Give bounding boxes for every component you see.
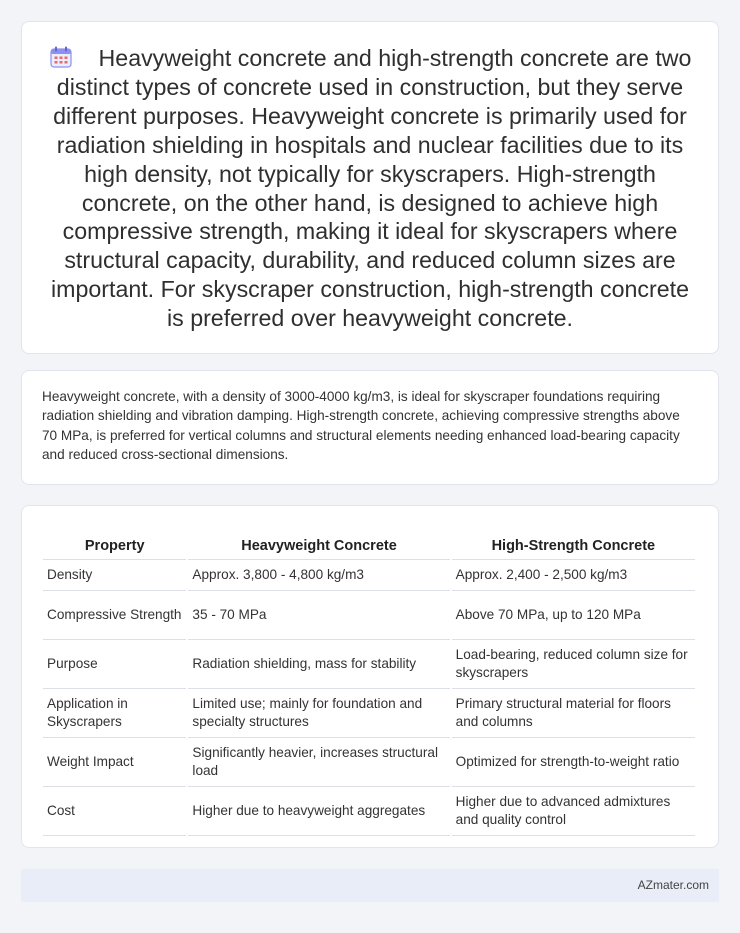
- row-property: Application in Skyscrapers: [43, 689, 186, 738]
- detail-paragraph: Heavyweight concrete, with a density of 3000-4000 kg/m3, is ideal for skyscraper foundations requiring radiation shielding and vibration damping. High-strength concrete, achieving compressive strengths above 70 MPa, is preferred for vertical columns and structural elements needing enhanced load-bearing capacity and reduced cross-sectional dimensions.: [42, 389, 680, 463]
- detail-card: [21, 370, 719, 485]
- footer-brand-link[interactable]: AZmater.com: [637, 878, 709, 892]
- summary-paragraph: [48, 44, 692, 333]
- row-heavyweight: Limited use; mainly for foundation and specialty structures: [188, 689, 449, 738]
- row-property: Purpose: [43, 640, 186, 689]
- table-row: [43, 640, 695, 689]
- table-row: [43, 787, 695, 836]
- row-property: Density: [43, 560, 186, 591]
- calendar-icon: [49, 46, 73, 68]
- table-row: [43, 591, 695, 640]
- comparison-table: [41, 526, 697, 836]
- row-heavyweight: Approx. 3,800 - 4,800 kg/m3: [188, 560, 449, 591]
- row-property: Cost: [43, 787, 186, 836]
- row-heavyweight: 35 - 70 MPa: [188, 591, 449, 640]
- row-property: Weight Impact: [43, 738, 186, 787]
- row-high-strength: Higher due to advanced admixtures and quality control: [452, 787, 695, 836]
- row-high-strength: Primary structural material for floors and columns: [452, 689, 695, 738]
- row-heavyweight: Radiation shielding, mass for stability: [188, 640, 449, 689]
- table-header-row: [43, 526, 695, 560]
- table-row: [43, 560, 695, 591]
- row-high-strength: Optimized for strength-to-weight ratio: [452, 738, 695, 787]
- row-heavyweight: Significantly heavier, increases structural load: [188, 738, 449, 787]
- row-high-strength: Above 70 MPa, up to 120 MPa: [452, 591, 695, 640]
- row-heavyweight: Higher due to heavyweight aggregates: [188, 787, 449, 836]
- table-row: [43, 689, 695, 738]
- summary-text: Heavyweight concrete and high-strength concrete are two distinct types of concrete used in construction, but they serve different purposes. Heavyweight concrete is primarily used for radiation shielding in hospitals and nuclear facilities due to its high density, not typically for skyscrapers. High-strength concrete, on the other hand, is designed to achieve high compressive strength, making it ideal for skyscrapers where structural capacity, durability, and reduced column sizes are important. For skyscraper construction, high-strength concrete is preferred over heavyweight concrete.: [51, 45, 692, 332]
- row-high-strength: Approx. 2,400 - 2,500 kg/m3: [452, 560, 695, 591]
- footer-bar: [21, 869, 719, 902]
- header-high-strength: High-Strength Concrete: [452, 526, 695, 560]
- summary-card: [21, 21, 719, 354]
- row-high-strength: Load-bearing, reduced column size for skyscrapers: [452, 640, 695, 689]
- row-property: Compressive Strength: [43, 591, 186, 640]
- comparison-table-card: [21, 505, 719, 848]
- header-property: Property: [43, 526, 186, 560]
- table-row: [43, 738, 695, 787]
- header-heavyweight: Heavyweight Concrete: [188, 526, 449, 560]
